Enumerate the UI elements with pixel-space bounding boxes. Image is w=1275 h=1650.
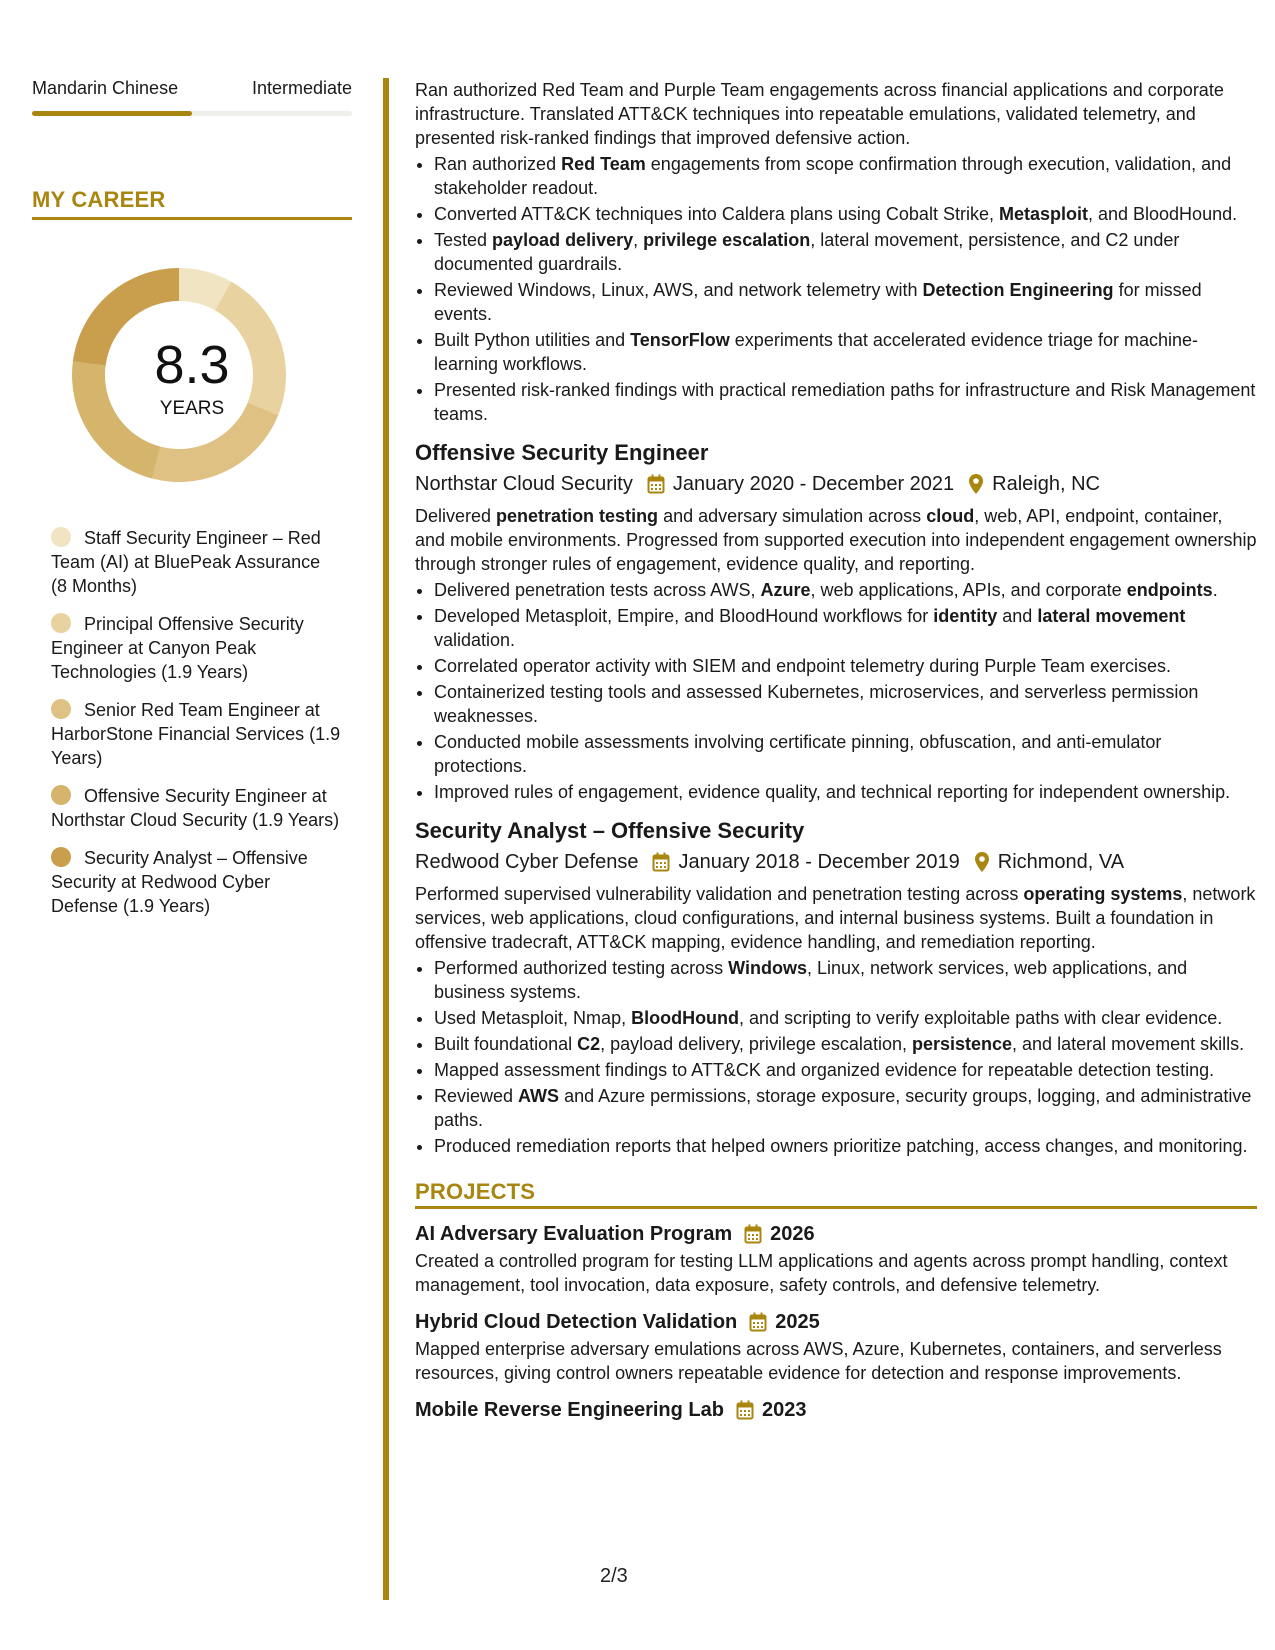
bullet-item: • Mapped assessment findings to ATT&CK and organized evidence for repeatable detection testing. <box>434 1058 1257 1082</box>
legend-label: Offensive Security Engineer at Northstar Cloud Security (1.9 Years) <box>51 786 340 830</box>
page-number: 2/3 <box>600 1565 628 1587</box>
bullet-item: • Correlated operator activity with SIEM and endpoint telemetry during Purple Team exercises. <box>434 654 1257 678</box>
career-heading: MY CAREER <box>32 187 352 220</box>
career-legend <box>32 526 352 918</box>
location-pin-icon <box>968 473 984 495</box>
bullet-item: • Presented risk-ranked findings with practical remediation paths for infrastructure and Risk Management teams. <box>434 378 1257 426</box>
language-bar-fill <box>32 111 192 116</box>
bullet-item: • Built Python utilities and TensorFlow experiments that accelerated evidence triage for machine-learning workflows. <box>434 328 1257 376</box>
job-location: Richmond, VA <box>997 851 1125 873</box>
calendar-icon <box>647 474 665 494</box>
project-name: AI Adversary Evaluation Program <box>415 1223 733 1245</box>
bullet-item: • Performed authorized testing across Windows, Linux, network services, web applications, and business systems. <box>434 956 1257 1004</box>
legend-dot <box>51 699 71 719</box>
bullet-item: • Reviewed Windows, Linux, AWS, and network telemetry with Detection Engineering for missed events. <box>434 278 1257 326</box>
career-unit: YEARS <box>159 398 225 419</box>
project-description: Mapped enterprise adversary emulations across AWS, Azure, Kubernetes, containers, and serverless resources, giving control owners repeatable evidence for detection and response improvements. <box>415 1339 1222 1383</box>
bullet-item: • Ran authorized Red Team engagements from scope confirmation through execution, validation, and stakeholder readout. <box>434 152 1257 200</box>
project-year: 2025 <box>775 1311 820 1333</box>
legend-dot <box>51 785 71 805</box>
job-company: Northstar Cloud Security <box>415 473 633 495</box>
project-title <box>415 1219 1257 1249</box>
bullet-item: • Reviewed AWS and Azure permissions, storage exposure, security groups, logging, and administrative paths. <box>434 1084 1257 1132</box>
bullet-item: • Developed Metasploit, Empire, and BloodHound workflows for identity and lateral movement validation. <box>434 604 1257 652</box>
legend-item <box>51 846 341 918</box>
job-location: Raleigh, NC <box>992 473 1100 495</box>
bullet-item: • Delivered penetration tests across AWS, Azure, web applications, APIs, and corporate endpoints. <box>434 578 1257 602</box>
legend-dot <box>51 613 71 633</box>
job-bullets <box>415 578 1257 804</box>
project-title <box>415 1395 1257 1425</box>
bullet-item: • Containerized testing tools and assessed Kubernetes, microservices, and serverless permission weaknesses. <box>434 680 1257 728</box>
bullet-item: • Converted ATT&CK techniques into Caldera plans using Cobalt Strike, Metasploit, and BloodHound. <box>434 202 1257 226</box>
bullet-item: • Conducted mobile assessments involving certificate pinning, obfuscation, and anti-emulator protections. <box>434 730 1257 778</box>
project-name: Hybrid Cloud Detection Validation <box>415 1311 738 1333</box>
job-summary: Performed supervised vulnerability validation and penetration testing across operating systems, network services, web applications, cloud configurations, and internal business systems. Built a foundation in offensive tradecraft, ATT&CK mapping, evidence handling, and remediation reporting. <box>415 884 1256 952</box>
calendar-icon <box>749 1312 767 1332</box>
bullet-item: • Used Metasploit, Nmap, BloodHound, and scripting to verify exploitable paths with clear evidence. <box>434 1006 1257 1030</box>
jobs-list <box>415 438 1257 1158</box>
column-divider <box>383 78 389 1600</box>
project-title <box>415 1307 1257 1337</box>
job-dates: January 2020 - December 2021 <box>672 473 955 495</box>
project-name: Mobile Reverse Engineering Lab <box>415 1399 724 1421</box>
legend-label: Principal Offensive Security Engineer at Canyon Peak Technologies (1.9 Years) <box>51 614 304 682</box>
right-column <box>415 78 1257 1425</box>
language-row <box>32 78 352 104</box>
legend-label: Staff Security Engineer – Red Team (AI) at BluePeak Assurance (8 Months) <box>51 528 321 596</box>
project-description: Created a controlled program for testing LLM applications and agents across prompt handling, context management, tool invocation, data exposure, safety controls, and defensive telemetry. <box>415 1251 1228 1295</box>
legend-label: Senior Red Team Engineer at HarborStone Financial Services (1.9 Years) <box>51 700 341 768</box>
language-level: Intermediate <box>251 78 352 98</box>
legend-item <box>51 698 341 770</box>
legend-label: Security Analyst – Offensive Security at Redwood Cyber Defense (1.9 Years) <box>51 848 308 916</box>
legend-item <box>51 612 341 684</box>
project-year: 2023 <box>761 1399 807 1421</box>
bullet-item: • Produced remediation reports that helped owners prioritize patching, access changes, and monitoring. <box>434 1134 1257 1158</box>
experience-summary: Ran authorized Red Team and Purple Team engagements across financial applications and corporate infrastructure. Translated ATT&CK techniques into repeatable emulations, validated telemetry, and presented risk-ranked findings that improved defensive action. <box>415 80 1224 148</box>
language-bar <box>32 111 352 116</box>
legend-item <box>51 784 341 832</box>
legend-dot <box>51 527 71 547</box>
job-company: Redwood Cyber Defense <box>415 851 639 873</box>
job-meta <box>415 848 1257 876</box>
location-pin-icon <box>974 851 990 873</box>
calendar-icon <box>736 1400 754 1420</box>
projects-heading: PROJECTS <box>415 1180 1257 1209</box>
calendar-icon <box>744 1224 762 1244</box>
job-title: Security Analyst – Offensive Security <box>415 818 805 843</box>
left-column <box>32 78 352 932</box>
bullet-item: • Improved rules of engagement, evidence quality, and technical reporting for independent ownership. <box>434 780 1257 804</box>
experience-bullets <box>415 152 1257 426</box>
calendar-icon <box>652 852 670 872</box>
job-meta <box>415 470 1257 498</box>
legend-dot <box>51 847 71 867</box>
bullet-item: • Built foundational C2, payload delivery, privilege escalation, persistence, and lateral movement skills. <box>434 1032 1257 1056</box>
job-bullets <box>415 956 1257 1158</box>
project-year: 2026 <box>770 1223 815 1245</box>
job-dates: January 2018 - December 2019 <box>678 851 960 873</box>
job-summary: Delivered penetration testing and adversary simulation across cloud, web, API, endpoint, container, and mobile environments. Progressed from supported execution into independent engagement ownership through stronger rules of engagement, evidence quality, and reporting. <box>415 506 1257 574</box>
language-name: Mandarin Chinese <box>32 78 179 98</box>
projects-list <box>415 1219 1257 1425</box>
career-donut <box>32 262 352 488</box>
job-title: Offensive Security Engineer <box>415 440 709 465</box>
bullet-item: • Tested payload delivery, privilege escalation, lateral movement, persistence, and C2 under documented guardrails. <box>434 228 1257 276</box>
legend-item <box>51 526 341 598</box>
career-total: 8.3 <box>154 335 230 395</box>
